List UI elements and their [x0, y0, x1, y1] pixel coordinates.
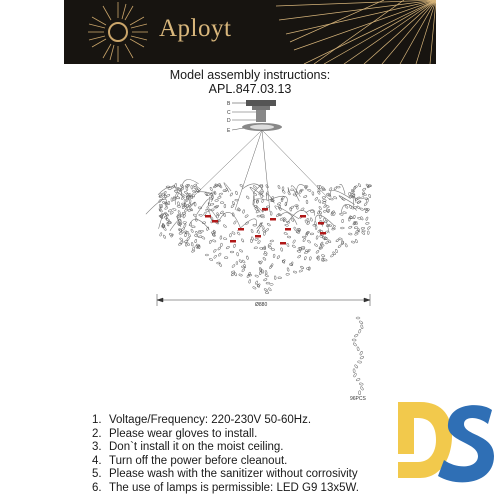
document-title-block	[0, 68, 500, 96]
callout-b: B	[227, 101, 231, 107]
instruction-item: 5. Please wash with the sanitizer without corrosivity	[92, 468, 358, 481]
instruction-item: 2. Please wear gloves to install.	[92, 427, 258, 440]
callout-c: C	[227, 110, 231, 116]
instruction-list	[92, 414, 397, 496]
ds-watermark-logo	[394, 394, 498, 490]
brand-banner	[64, 0, 436, 64]
callout-d: D	[227, 118, 231, 124]
instruction-item: 1. Voltage/Frequency: 220-230V 50-60Hz.	[92, 414, 312, 426]
pendant-strand	[352, 317, 364, 395]
pendant-count-label: 96PCS	[350, 396, 366, 402]
model-number: APL.847.03.13	[208, 82, 292, 96]
document-title: Model assembly instructions:	[169, 68, 331, 82]
chandelier-drawing	[0, 96, 500, 406]
sunburst-logo-icon	[64, 0, 436, 64]
diameter-label: Ø880	[255, 302, 268, 308]
callout-e: E	[227, 128, 231, 134]
ceiling-canopy	[227, 100, 282, 134]
instruction-item: 3. Don`t install it on the moist ceiling.	[92, 441, 284, 454]
instruction-item: 4. Turn off the power before cleanout.	[92, 454, 288, 467]
instruction-item: 6. The use of lamps is permissible: LED G9 13x5W.	[92, 481, 359, 494]
brand-name: Aployt	[159, 15, 232, 42]
